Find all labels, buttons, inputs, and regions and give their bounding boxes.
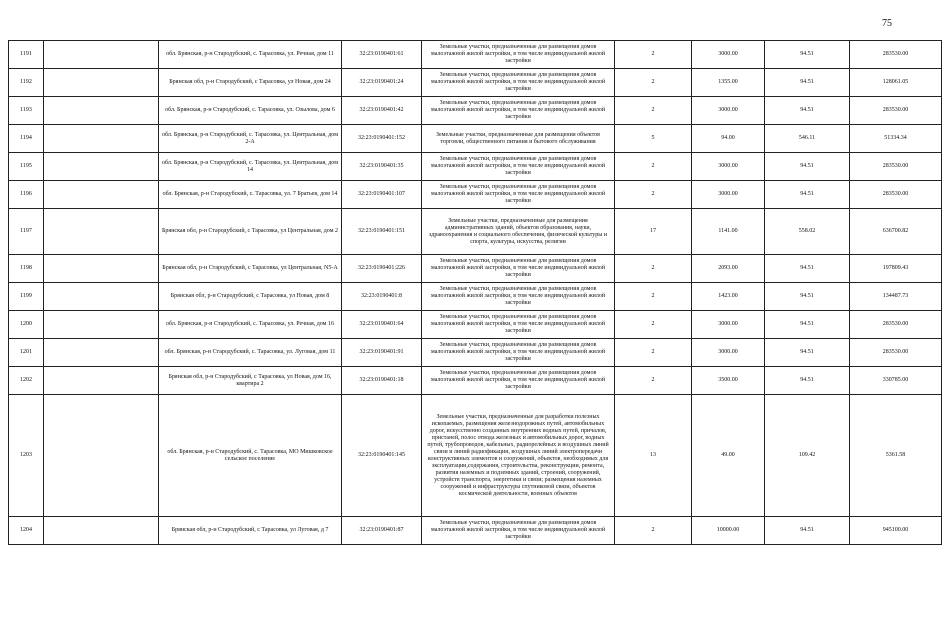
use-code-cell: 2 [615, 69, 692, 97]
blank-cell [44, 209, 159, 255]
address-cell: обл. Брянская, р-н Стародубский, с. Тарасовка, ул. Речная, дом 11 [159, 41, 342, 69]
cadastral-value-cell: 636700.82 [850, 209, 942, 255]
row-number-cell: 1193 [9, 97, 44, 125]
row-number-cell: 1191 [9, 41, 44, 69]
row-number-cell: 1204 [9, 517, 44, 545]
area-cell: 3000.00 [692, 339, 765, 367]
table-row [9, 69, 942, 97]
land-use-cell: Земельные участки, предназначенные для разработки полезных ископаемых, размещения железнодорожных путей, автомобильных дорог, искусственно созданных внутренних водных путей, причалов, пристаней, полос отвода железных и автомобильных дорог, водных путей, трубопроводов, кабельных, радиорелейных и воздушных линий связи и линий радиофикации, воздушных линий электропередачи конструктивных элементов и сооружений, объектов, необходимых для эксплуатации,содержания, строительства, реконструкции, ремонта, развития наземных и подземных зданий, строений, сооружений, устройств транспорта, энергетики и связи; размещения наземных сооружений и инфраструктуры спутниковой связи, объектов космической деятельности, военных объектов [422, 395, 615, 517]
use-code-cell: 2 [615, 41, 692, 69]
cadastral-number-cell: 32:23:0190401:8 [342, 283, 422, 311]
address-cell: Брянская обл, р-н Стародубский, с Тарасовка, ул Центральная, N5-А [159, 255, 342, 283]
address-cell: Брянская обл, р-н Стародубский, с Тарасовка, ул Луговая, д 7 [159, 517, 342, 545]
land-use-cell: Земельные участки, предназначенные для размещения домов малоэтажной жилой застройки, в том числе индивидуальной жилой застройки [422, 283, 615, 311]
address-cell: обл. Брянская, р-н Стародубский, с. Тарасовка, МО Мишковское сельское поселение [159, 395, 342, 517]
cadastral-number-cell: 32:23:0190401:18 [342, 367, 422, 395]
table-row [9, 311, 942, 339]
land-use-cell: Земельные участки, предназначенные для размещения домов малоэтажной жилой застройки, в том числе индивидуальной жилой застройки [422, 41, 615, 69]
use-code-cell: 2 [615, 367, 692, 395]
cadastral-value-cell: 5361.58 [850, 395, 942, 517]
address-cell: обл. Брянская, р-н Стародубский, с. Тарасовка, ул. Речная, дом 16 [159, 311, 342, 339]
row-number-cell: 1199 [9, 283, 44, 311]
row-number-cell: 1197 [9, 209, 44, 255]
row-number-cell: 1203 [9, 395, 44, 517]
specific-value-cell: 109.42 [765, 395, 850, 517]
cadastral-number-cell: 32:23:0190401:87 [342, 517, 422, 545]
specific-value-cell: 546.11 [765, 125, 850, 153]
land-use-cell: Земельные участки, предназначенные для размещения домов малоэтажной жилой застройки, в том числе индивидуальной жилой застройки [422, 339, 615, 367]
area-cell: 1423.00 [692, 283, 765, 311]
use-code-cell: 2 [615, 181, 692, 209]
cadastral-value-cell: 197809.43 [850, 255, 942, 283]
specific-value-cell: 94.51 [765, 41, 850, 69]
area-cell: 2093.00 [692, 255, 765, 283]
table-row [9, 41, 942, 69]
area-cell: 1355.00 [692, 69, 765, 97]
cadastral-value-cell: 283530.00 [850, 339, 942, 367]
use-code-cell: 5 [615, 125, 692, 153]
cadastral-value-cell: 283530.00 [850, 41, 942, 69]
address-cell: обл. Брянская, р-н Стародубский, с. Тарасовка, ул. 7 Братьев, дом 14 [159, 181, 342, 209]
cadastral-value-cell: 330785.00 [850, 367, 942, 395]
cadastral-number-cell: 32:23:0190401:91 [342, 339, 422, 367]
row-number-cell: 1194 [9, 125, 44, 153]
address-cell: обл. Брянская, р-н Стародубский, с. Тарасовка, ул. Озылова, дом 6 [159, 97, 342, 125]
specific-value-cell: 558.02 [765, 209, 850, 255]
cadastral-number-cell: 32:23:0190401:35 [342, 153, 422, 181]
cadastral-number-cell: 32:23:0190401:24 [342, 69, 422, 97]
blank-cell [44, 255, 159, 283]
blank-cell [44, 153, 159, 181]
cadastral-number-cell: 32:23:0190401:145 [342, 395, 422, 517]
specific-value-cell: 94.51 [765, 255, 850, 283]
blank-cell [44, 311, 159, 339]
blank-cell [44, 181, 159, 209]
use-code-cell: 2 [615, 255, 692, 283]
cadastral-number-cell: 32:23:0190401:226 [342, 255, 422, 283]
page-number: 75 [882, 18, 892, 29]
row-number-cell: 1198 [9, 255, 44, 283]
area-cell: 3000.00 [692, 311, 765, 339]
blank-cell [44, 367, 159, 395]
row-number-cell: 1201 [9, 339, 44, 367]
specific-value-cell: 94.51 [765, 367, 850, 395]
land-use-cell: Земельные участки, предназначенные для размещения домов малоэтажной жилой застройки, в том числе индивидуальной жилой застройки [422, 181, 615, 209]
cadastral-value-cell: 283530.00 [850, 97, 942, 125]
land-use-cell: Земельные участки, предназначенные для размещения административных зданий, объектов образования, науки, здравоохранения и социального обеспечения, физической культуры и спорта, культуры, искусства, религии [422, 209, 615, 255]
cadastral-value-cell: 128061.05 [850, 69, 942, 97]
area-cell: 1141.00 [692, 209, 765, 255]
specific-value-cell: 94.51 [765, 97, 850, 125]
cadastral-number-cell: 32:23:0190401:152 [342, 125, 422, 153]
land-use-cell: Земельные участки, предназначенные для размещения домов малоэтажной жилой застройки, в том числе индивидуальной жилой застройки [422, 97, 615, 125]
area-cell: 3000.00 [692, 41, 765, 69]
use-code-cell: 2 [615, 283, 692, 311]
blank-cell [44, 339, 159, 367]
specific-value-cell: 94.51 [765, 339, 850, 367]
table-row [9, 153, 942, 181]
area-cell: 49.00 [692, 395, 765, 517]
address-cell: обл. Брянская, р-н Стародубский, с. Тарасовка, ул. Луговая, дом 11 [159, 339, 342, 367]
use-code-cell: 2 [615, 97, 692, 125]
blank-cell [44, 69, 159, 97]
row-number-cell: 1202 [9, 367, 44, 395]
land-use-cell: Земельные участки, предназначенные для размещения домов малоэтажной жилой застройки, в том числе индивидуальной жилой застройки [422, 153, 615, 181]
table-row [9, 181, 942, 209]
table-row [9, 367, 942, 395]
area-cell: 3000.00 [692, 97, 765, 125]
table-row [9, 97, 942, 125]
cadastral-value-cell: 945100.00 [850, 517, 942, 545]
cadastral-value-cell: 51334.34 [850, 125, 942, 153]
cadastral-number-cell: 32:23:0190401:61 [342, 41, 422, 69]
table-body [9, 41, 942, 545]
use-code-cell: 2 [615, 311, 692, 339]
specific-value-cell: 94.51 [765, 181, 850, 209]
address-cell: Брянская обл, р-н Стародубский, с Тарасовка, ул Новая, дом 24 [159, 69, 342, 97]
use-code-cell: 2 [615, 153, 692, 181]
table-row [9, 283, 942, 311]
address-cell: Брянская обл, р-н Стародубский, с Тарасовка, ул Центральная, дом 2 [159, 209, 342, 255]
specific-value-cell: 94.51 [765, 311, 850, 339]
row-number-cell: 1196 [9, 181, 44, 209]
table-row [9, 209, 942, 255]
row-number-cell: 1195 [9, 153, 44, 181]
address-cell: Брянская обл, р-н Стародубский, с Тарасовка, ул Новая, дом 8 [159, 283, 342, 311]
specific-value-cell: 94.51 [765, 283, 850, 311]
area-cell: 3000.00 [692, 153, 765, 181]
cadastral-number-cell: 32:23:0190401:107 [342, 181, 422, 209]
land-use-cell: Земельные участки, предназначенные для размещения домов малоэтажной жилой застройки, в том числе индивидуальной жилой застройки [422, 517, 615, 545]
cadastral-number-cell: 32:23:0190401:64 [342, 311, 422, 339]
blank-cell [44, 97, 159, 125]
land-registry-table [8, 40, 942, 545]
blank-cell [44, 125, 159, 153]
specific-value-cell: 94.51 [765, 153, 850, 181]
land-use-cell: Земельные участки, предназначенные для размещения объектов торговли, общественного питания и бытового обслуживания [422, 125, 615, 153]
address-cell: Брянская обл, р-н Стародубский, с Тарасовка, ул Новая, дом 16, квартира 2 [159, 367, 342, 395]
blank-cell [44, 41, 159, 69]
table-row [9, 125, 942, 153]
cadastral-value-cell: 283530.00 [850, 311, 942, 339]
cadastral-value-cell: 283530.00 [850, 181, 942, 209]
area-cell: 94.00 [692, 125, 765, 153]
row-number-cell: 1192 [9, 69, 44, 97]
specific-value-cell: 94.51 [765, 517, 850, 545]
area-cell: 3000.00 [692, 181, 765, 209]
use-code-cell: 2 [615, 517, 692, 545]
specific-value-cell: 94.51 [765, 69, 850, 97]
use-code-cell: 13 [615, 395, 692, 517]
cadastral-value-cell: 134487.73 [850, 283, 942, 311]
row-number-cell: 1200 [9, 311, 44, 339]
area-cell: 3500.00 [692, 367, 765, 395]
land-use-cell: Земельные участки, предназначенные для размещения домов малоэтажной жилой застройки, в том числе индивидуальной жилой застройки [422, 311, 615, 339]
table-row [9, 255, 942, 283]
table-row [9, 517, 942, 545]
use-code-cell: 2 [615, 339, 692, 367]
blank-cell [44, 395, 159, 517]
use-code-cell: 17 [615, 209, 692, 255]
table-row [9, 395, 942, 517]
cadastral-number-cell: 32:23:0190401:151 [342, 209, 422, 255]
cadastral-number-cell: 32:23:0190401:42 [342, 97, 422, 125]
address-cell: обл. Брянская, р-н Стародубский, с. Тарасовка, ул. Центральная, дом 14 [159, 153, 342, 181]
land-use-cell: Земельные участки, предназначенные для размещения домов малоэтажной жилой застройки, в том числе индивидуальной жилой застройки [422, 255, 615, 283]
address-cell: обл. Брянская, р-н Стародубский, с. Тарасовка, ул. Центральная, дом 2-А [159, 125, 342, 153]
area-cell: 10000.00 [692, 517, 765, 545]
cadastral-value-cell: 283530.00 [850, 153, 942, 181]
blank-cell [44, 517, 159, 545]
land-use-cell: Земельные участки, предназначенные для размещения домов малоэтажной жилой застройки, в том числе индивидуальной жилой застройки [422, 367, 615, 395]
blank-cell [44, 283, 159, 311]
land-use-cell: Земельные участки, предназначенные для размещения домов малоэтажной жилой застройки, в том числе индивидуальной жилой застройки [422, 69, 615, 97]
table-row [9, 339, 942, 367]
